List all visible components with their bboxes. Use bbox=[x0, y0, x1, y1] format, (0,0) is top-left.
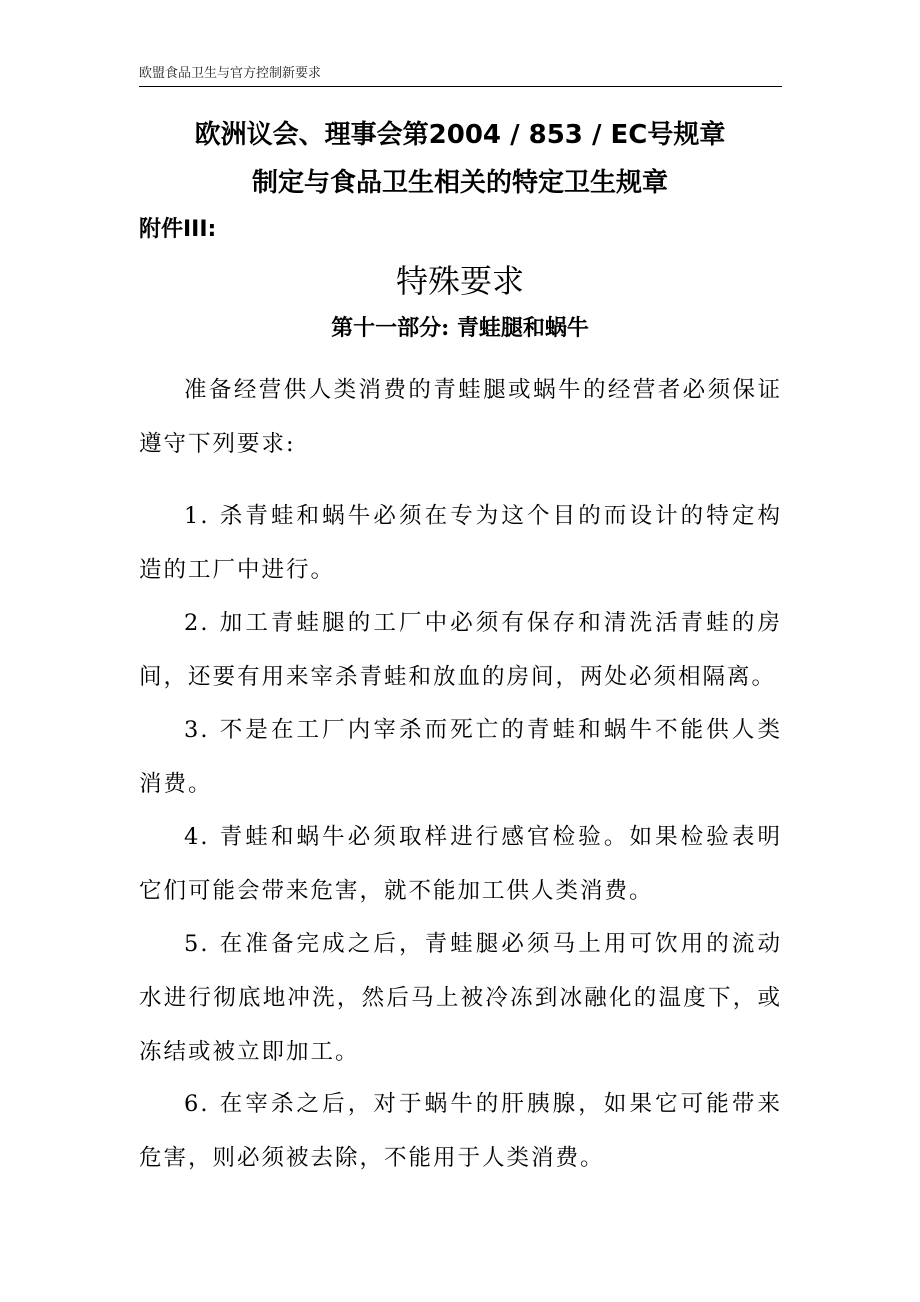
running-header: 欧盟食品卫生与官方控制新要求 bbox=[139, 64, 782, 87]
requirement-item-1: 1. 杀青蛙和蜗牛必须在专为这个目的而设计的特定构造的工厂中进行。 bbox=[139, 503, 782, 583]
regulation-title: 欧洲议会、理事会第2004 / 853 / EC号规章 bbox=[194, 120, 726, 150]
section-heading: 特殊要求 bbox=[395, 262, 524, 300]
requirement-item-2: 2. 加工青蛙腿的工厂中必须有保存和清洗活青蛙的房间，还要有用来宰杀青蛙和放血的房间，两处必须相隔离。 bbox=[139, 610, 782, 690]
requirement-item-6: 6. 在宰杀之后，对于蜗牛的肝胰腺，如果它可能带来危害，则必须被去除，不能用于人类消费。 bbox=[139, 1091, 782, 1171]
part-heading: 第十一部分: 青蛙腿和蜗牛 bbox=[331, 315, 589, 341]
requirement-item-5: 5. 在准备完成之后，青蛙腿必须马上用可饮用的流动水进行彻底地冲洗，然后马上被冷冻到冰融化的温度下，或冻结或被立即加工。 bbox=[139, 931, 782, 1065]
annex-label: 附件III: bbox=[139, 217, 217, 242]
regulation-subtitle: 制定与食品卫生相关的特定卫生规章 bbox=[251, 168, 668, 198]
requirement-item-3: 3. 不是在工厂内宰杀而死亡的青蛙和蜗牛不能供人类消费。 bbox=[139, 717, 782, 797]
intro-paragraph: 准备经营供人类消费的青蛙腿或蜗牛的经营者必须保证遵守下列要求: bbox=[139, 377, 782, 457]
requirement-item-4: 4. 青蛙和蜗牛必须取样进行感官检验。如果检验表明它们可能会带来危害，就不能加工供人类消费。 bbox=[139, 824, 782, 904]
